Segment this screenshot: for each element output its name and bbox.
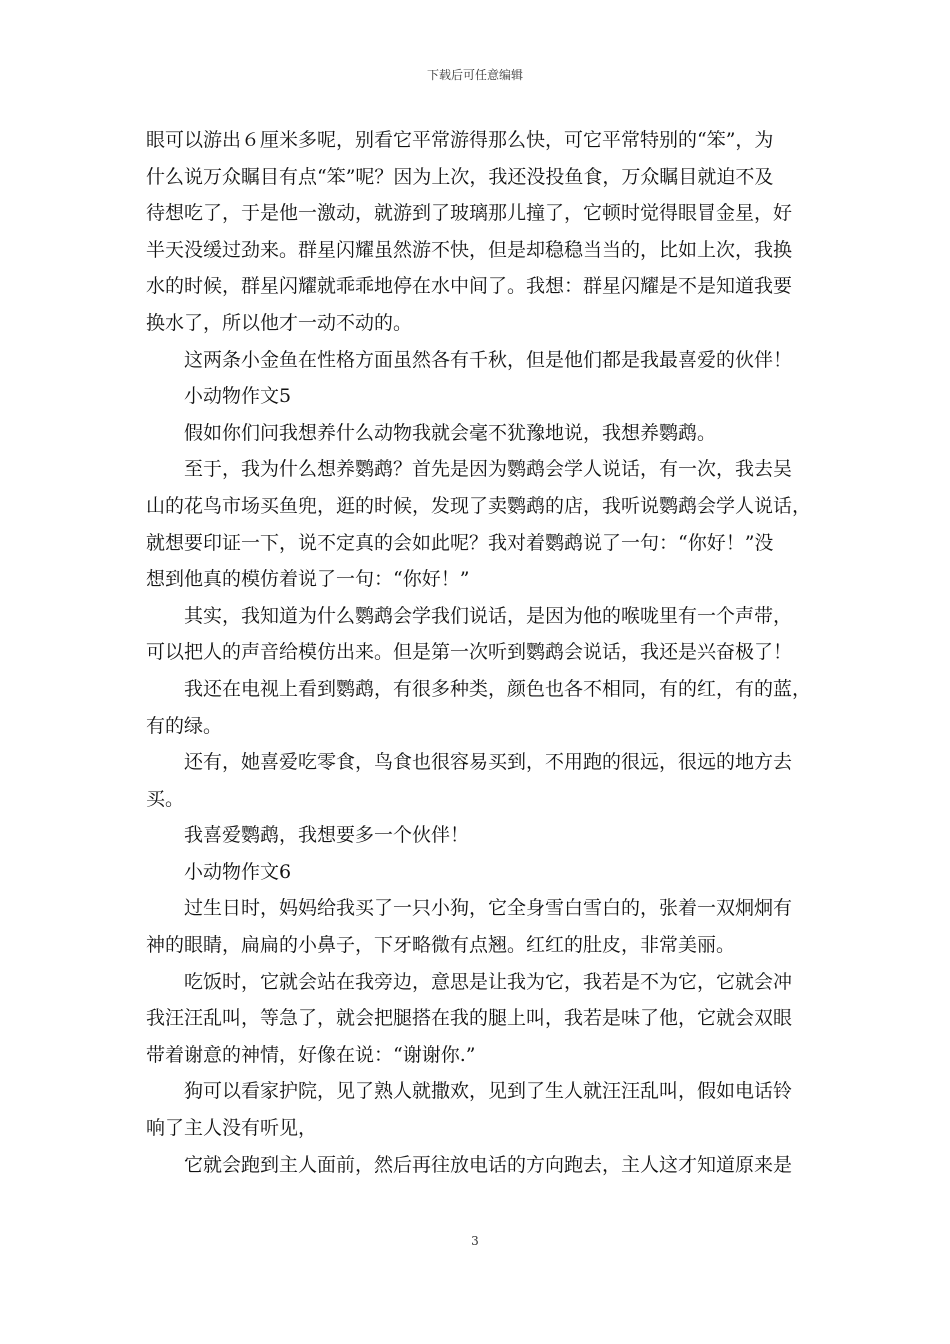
text-line: 这两条小金鱼在性格方面虽然各有千秋，但是他们都是我最喜爱的伙伴！: [184, 348, 793, 371]
text-line: 待想吃了，于是他一激动，就游到了玻璃那儿撞了，它顿时觉得眼冒金星，好: [146, 202, 793, 225]
text-line: 还有，她喜爱吃零食，鸟食也很容易买到，不用跑的很远，很远的地方去: [184, 751, 793, 774]
text-line: 它就会跑到主人面前，然后再往放电话的方向跑去，主人这才知道原来是: [184, 1153, 793, 1176]
text-line: 想到他真的模仿着说了一句：“你好！”: [146, 568, 470, 591]
text-line: 山的花鸟市场买鱼兜，逛的时候，发现了卖鹦鹉的店，我听说鹦鹉会学人说话，: [146, 494, 812, 517]
text-line: 就想要印证一下，说不定真的会如此呢？我对着鹦鹉说了一句：“你好！”没: [146, 531, 774, 554]
text-line: 假如你们问我想养什么动物我就会毫不犹豫地说，我想养鹦鹉。: [184, 421, 717, 444]
text-line: 眼可以游出６厘米多呢，别看它平常游得那么快，可它平常特别的“笨”，为: [146, 129, 774, 151]
text-line: 可以把人的声音给模仿出来。但是第一次听到鹦鹉会说话，我还是兴奋极了！: [146, 641, 793, 664]
text-line: 我汪汪乱叫，等急了，就会把腿搭在我的腿上叫，我若是味了他，它就会双眼: [146, 1007, 793, 1030]
text-line: 神的眼睛，扁扁的小鼻子，下牙略微有点翘。红红的肚皮，非常美丽。: [146, 934, 736, 957]
text-line: 换水了，所以他才一动不动的。: [146, 311, 413, 334]
text-line: 有的绿。: [146, 714, 223, 737]
text-line: 小动物作文6: [184, 860, 292, 883]
text-line: 至于，我为什么想养鹦鹉？首先是因为鹦鹉会学人说话，有一次，我去吴: [184, 458, 793, 481]
text-line: 吃饭时，它就会站在我旁边，意思是让我为它，我若是不为它，它就会冲: [184, 970, 793, 993]
text-line: 小动物作文5: [184, 385, 292, 408]
text-line: 狗可以看家护院，见了熟人就撒欢，见到了生人就汪汪乱叫，假如电话铃: [184, 1080, 793, 1103]
text-line: 买。: [146, 787, 185, 810]
text-line: 我喜爱鹦鹉，我想要多一个伙伴！: [184, 824, 470, 847]
text-line: 响了主人没有听见，: [146, 1117, 318, 1140]
text-line: 半天没缓过劲来。群星闪耀虽然游不快，但是却稳稳当当的，比如上次，我换: [146, 238, 793, 261]
text-line: 带着谢意的神情，好像在说：“谢谢你.”: [146, 1043, 476, 1066]
text-line: 我还在电视上看到鹦鹉，有很多种类，颜色也各不相同，有的红，有的蓝，: [184, 677, 812, 700]
page-number: 3: [471, 1234, 479, 1248]
text-line: 水的时候，群星闪耀就乖乖地停在水中间了。我想：群星闪耀是不是知道我要: [146, 275, 793, 298]
text-line: 其实，我知道为什么鹦鹉会学我们说话，是因为他的喉咙里有一个声带，: [184, 604, 793, 627]
document-body: [146, 122, 826, 1183]
text-line: 过生日时，妈妈给我买了一只小狗，它全身雪白雪白的，张着一双炯炯有: [184, 897, 793, 920]
page-header: 下载后可任意编辑: [426, 68, 523, 82]
text-line: 什么说万众瞩目有点“笨”呢？因为上次，我还没投鱼食，万众瞩目就迫不及: [146, 165, 774, 188]
